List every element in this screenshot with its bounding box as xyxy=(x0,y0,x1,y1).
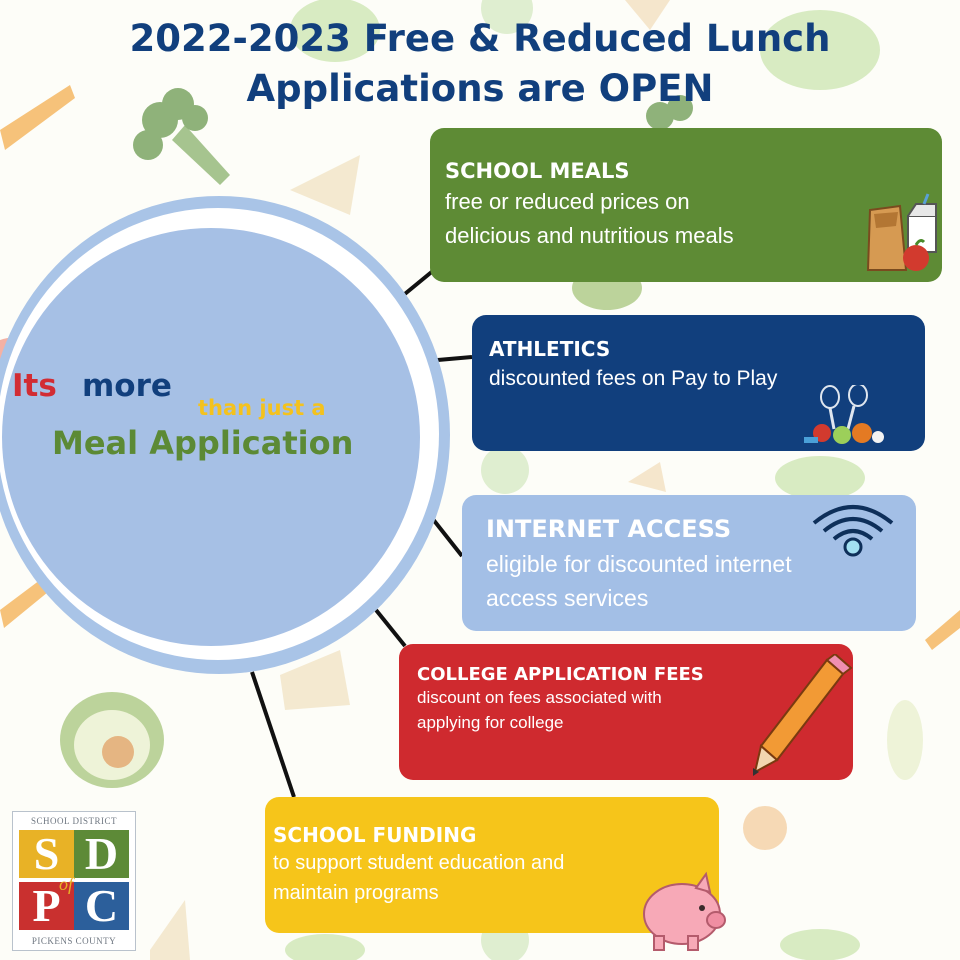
card-heading: INTERNET ACCESS xyxy=(486,515,732,543)
tagline-its: Its xyxy=(12,368,57,404)
card-heading: SCHOOL FUNDING xyxy=(273,823,477,847)
card-athletics xyxy=(472,315,925,451)
logo-letter: D xyxy=(84,828,119,879)
card-text: delicious and nutritious meals xyxy=(445,223,734,248)
card-text: free or reduced prices on xyxy=(445,189,690,214)
wifi-icon xyxy=(810,497,896,559)
card-school-meals xyxy=(430,128,942,282)
card-text: to support student education and xyxy=(273,852,565,874)
tagline-than-just-a: than just a xyxy=(198,396,326,420)
connector-line xyxy=(432,518,462,556)
logo-bottom-text: PICKENS COUNTY xyxy=(31,936,117,946)
card-heading: ATHLETICS xyxy=(489,337,611,361)
card-text: maintain programs xyxy=(273,882,439,904)
card-text: access services xyxy=(486,585,649,611)
district-logo xyxy=(12,811,136,951)
card-text: discount on fees associated with xyxy=(417,688,662,707)
logo-letter: P xyxy=(32,880,61,931)
card-text: applying for college xyxy=(417,713,564,732)
piggy-bank-icon xyxy=(640,870,728,956)
sports-equipment-icon xyxy=(792,385,902,447)
pencil-icon xyxy=(747,654,853,780)
tagline-meal-application: Meal Application xyxy=(52,424,354,462)
connector-line xyxy=(252,672,294,797)
tagline-more: more xyxy=(82,368,172,404)
connector-line xyxy=(376,610,405,646)
card-text: eligible for discounted internet xyxy=(486,551,792,577)
logo-letter: C xyxy=(84,880,119,931)
card-text: discounted fees on Pay to Play xyxy=(489,367,778,390)
card-internet-access xyxy=(462,495,916,631)
title-line-1: 2022-2023 Free & Reduced Lunch xyxy=(129,17,831,60)
title-line-2: Applications are OPEN xyxy=(246,67,714,110)
card-heading: COLLEGE APPLICATION FEES xyxy=(417,664,704,685)
logo-letter: S xyxy=(33,828,60,879)
logo-connector: of xyxy=(59,874,74,894)
card-heading: SCHOOL MEALS xyxy=(445,159,630,183)
lunch-bag-icon xyxy=(862,192,942,274)
logo-top-text: SCHOOL DISTRICT xyxy=(31,816,117,826)
card-college-application-fees xyxy=(399,644,853,780)
